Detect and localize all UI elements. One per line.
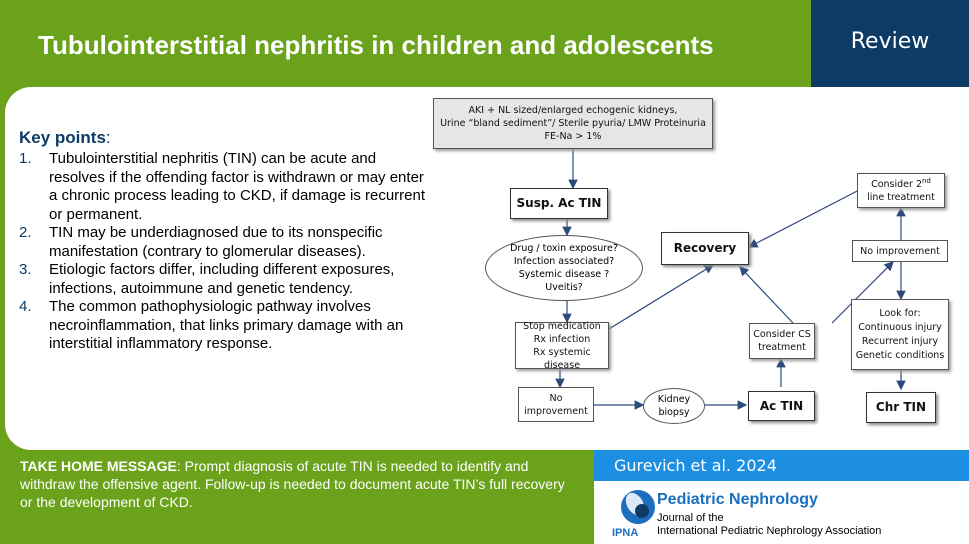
biopsy-line: Kidney: [657, 394, 691, 405]
noimp-line: improvement: [524, 405, 588, 417]
key-point-number: 3.: [19, 261, 32, 278]
susp-ac-tin-box: Susp. Ac TIN: [510, 188, 608, 219]
take-home-text: : Prompt diagnosis of acute TIN is needed to identify and withdraw the offensive agent. Follow-up is needed to document acute TIN’s full recovery or the development of CKD.: [20, 458, 565, 510]
recovery-box: Recovery: [661, 232, 749, 265]
journal-block: [594, 481, 969, 544]
noimp-line: No: [549, 392, 563, 404]
consider-2nd-line1: Consider 2nd: [871, 176, 931, 190]
take-home-label: TAKE HOME MESSAGE: [20, 458, 177, 474]
look-for-box: [851, 299, 949, 370]
stop-line: Rx systemic disease: [533, 346, 591, 371]
lookfor-line: Recurrent injury: [861, 335, 939, 347]
biopsy-line: biopsy: [658, 407, 690, 418]
consider-2nd-line-box: [857, 173, 945, 208]
criteria-box: [433, 98, 713, 149]
cs-line: Consider CS: [753, 329, 811, 340]
consider-cs-box: [749, 323, 815, 359]
citation-bar: Gurevich et al. 2024: [594, 450, 969, 481]
arrow-cs-to-recovery: [740, 267, 793, 323]
kidney-biopsy-ellipse: [643, 388, 705, 424]
key-point-text: The common pathophysiologic pathway involves necroinflammation, that links primary damage with an interstitial inflammatory response.: [49, 298, 404, 352]
key-point-number: 4.: [19, 298, 32, 315]
consider-2nd-line2: line treatment: [867, 191, 935, 203]
stop-medication-box: [515, 322, 609, 369]
take-home-message: [20, 457, 580, 511]
key-point-number: 1.: [19, 150, 32, 167]
stop-line: Rx infection: [533, 333, 591, 345]
no-improvement-left-box: [518, 387, 594, 422]
chr-tin-box: Chr TIN: [866, 392, 936, 423]
question-line: Uveitis?: [545, 282, 583, 293]
ipna-logo-icon: [616, 487, 660, 531]
questions-ellipse: [485, 235, 643, 301]
criteria-line: FE-Na > 1%: [544, 131, 602, 142]
journal-title: Pediatric Nephrology: [657, 491, 818, 508]
lookfor-line: Continuous injury: [858, 321, 942, 333]
cs-line: treatment: [758, 342, 806, 353]
question-line: Drug / toxin exposure?: [510, 243, 618, 254]
lookfor-line: Look for:: [879, 307, 921, 319]
key-point-text: Etiologic factors differ, including different exposures, infections, autoimmune and genetic tendency.: [49, 261, 395, 297]
arrow-consider2-to-recovery: [749, 189, 861, 247]
ipna-logo-text: IPNA: [612, 527, 639, 539]
lookfor-line: Genetic conditions: [855, 349, 945, 361]
no-improvement-right-box: No improvement: [852, 240, 948, 262]
journal-subtitle-2: International Pediatric Nephrology Association: [657, 525, 882, 537]
key-points-title: Key points:: [19, 128, 111, 147]
content-panel: [5, 87, 969, 450]
question-line: Infection associated?: [513, 256, 615, 267]
header-title: Tubulointerstitial nephritis in children and adolescents: [38, 30, 714, 60]
stop-line: Stop medication: [523, 320, 601, 332]
criteria-line: AKI + NL sized/enlarged echogenic kidneys,: [468, 105, 678, 116]
review-badge: Review: [811, 0, 969, 87]
key-point-number: 2.: [19, 224, 32, 241]
ac-tin-box: Ac TIN: [748, 391, 815, 421]
criteria-line: Urine “bland sediment”/ Sterile pyuria/ LMW Proteinuria: [440, 118, 706, 129]
key-point-text: TIN may be underdiagnosed due to its nonspecific manifestation (contrary to glomerular diseases).: [49, 224, 383, 260]
question-line: Systemic disease ?: [518, 269, 610, 280]
journal-subtitle-1: Journal of the: [657, 512, 724, 524]
key-point-text: Tubulointerstitial nephritis (TIN) can be acute and resolves if the offending factor is withdrawn or may enter a chronic process leading to CKD, if damage is recurrent or permanent.: [49, 150, 426, 223]
